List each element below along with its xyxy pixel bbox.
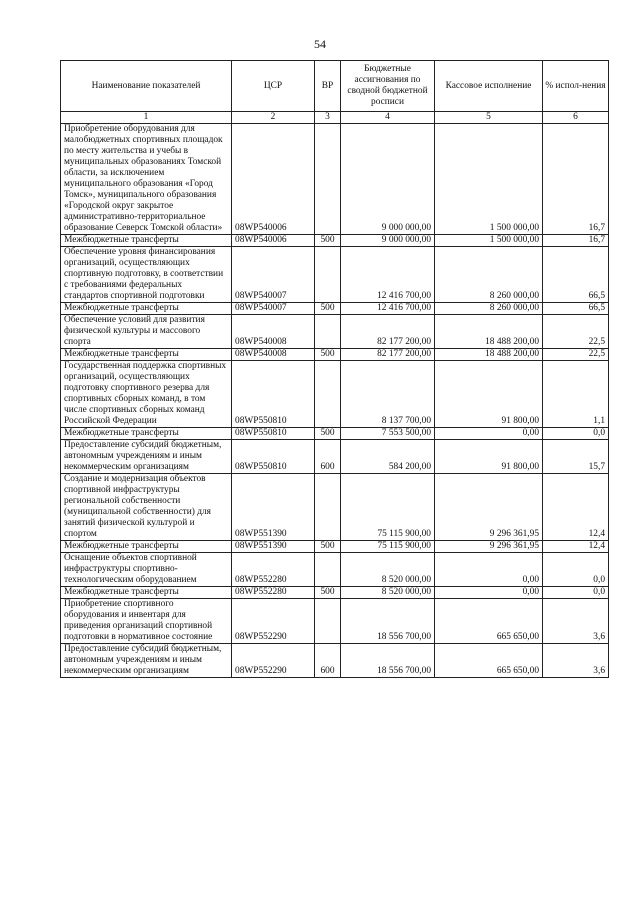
cell-cash: 665 650,00 [435, 599, 543, 644]
cell-csr: 08WP550810 [232, 428, 315, 440]
cell-csr: 08WP540007 [232, 247, 315, 303]
cell-csr: 08WP540007 [232, 303, 315, 315]
column-number: 5 [435, 112, 543, 124]
cell-pct: 0,0 [543, 428, 609, 440]
cell-vr [315, 247, 341, 303]
cell-cash: 18 488 200,00 [435, 315, 543, 349]
cell-csr: 08WP551390 [232, 474, 315, 541]
header-pct: % испол-нения [543, 61, 609, 112]
cell-name: Оснащение объектов спортивной инфраструктуры спортивно-технологическим оборудованием [61, 553, 232, 587]
cell-csr: 08WP540006 [232, 235, 315, 247]
cell-name: Предоставление субсидий бюджетным, автономным учреждениям и иным некоммерческим организациям [61, 644, 232, 678]
cell-budget: 18 556 700,00 [341, 599, 435, 644]
cell-vr: 500 [315, 303, 341, 315]
cell-vr: 600 [315, 440, 341, 474]
cell-csr: 08WP550810 [232, 361, 315, 428]
table-header-row [61, 61, 609, 112]
cell-cash: 9 296 361,95 [435, 541, 543, 553]
header-csr: ЦСР [232, 61, 315, 112]
table-row [61, 599, 609, 644]
cell-budget: 9 000 000,00 [341, 235, 435, 247]
cell-csr: 08WP550810 [232, 440, 315, 474]
cell-name: Предоставление субсидий бюджетным, автономным учреждениям и иным некоммерческим организациям [61, 440, 232, 474]
cell-budget: 82 177 200,00 [341, 349, 435, 361]
cell-cash: 91 800,00 [435, 440, 543, 474]
cell-budget: 12 416 700,00 [341, 247, 435, 303]
column-number: 3 [315, 112, 341, 124]
table-row [61, 235, 609, 247]
cell-pct: 3,6 [543, 599, 609, 644]
cell-csr: 08WP552280 [232, 553, 315, 587]
table-row [61, 644, 609, 678]
cell-cash: 0,00 [435, 587, 543, 599]
cell-pct: 15,7 [543, 440, 609, 474]
cell-cash: 18 488 200,00 [435, 349, 543, 361]
cell-name: Межбюджетные трансферты [61, 303, 232, 315]
cell-budget: 75 115 900,00 [341, 541, 435, 553]
column-numbers-row [61, 112, 609, 124]
cell-cash: 91 800,00 [435, 361, 543, 428]
column-number: 1 [61, 112, 232, 124]
cell-vr: 500 [315, 541, 341, 553]
table-row [61, 303, 609, 315]
column-number: 6 [543, 112, 609, 124]
header-budget: Бюджетные ассигнования по сводной бюджетной росписи [341, 61, 435, 112]
cell-cash: 8 260 000,00 [435, 303, 543, 315]
cell-name: Приобретение спортивного оборудования и инвентаря для приведения организаций спортивной подготовки в нормативное состояние [61, 599, 232, 644]
cell-vr: 500 [315, 428, 341, 440]
cell-cash: 665 650,00 [435, 644, 543, 678]
table-row [61, 541, 609, 553]
table-row [61, 315, 609, 349]
table-row [61, 428, 609, 440]
table-row [61, 553, 609, 587]
header-cash: Кассовое исполнение [435, 61, 543, 112]
cell-name: Межбюджетные трансферты [61, 235, 232, 247]
cell-csr: 08WP540006 [232, 124, 315, 235]
cell-name: Приобретение оборудования для малобюджетных спортивных площадок по месту жительства и учебы в муниципальных образованиях Томской области, за исключением муниципального образования «Город Томск», муниципального образования «Городской округ закрытое административно-территориальное образование Северск Томской области» [61, 124, 232, 235]
cell-pct: 66,5 [543, 303, 609, 315]
cell-cash: 0,00 [435, 428, 543, 440]
cell-budget: 8 137 700,00 [341, 361, 435, 428]
table-row [61, 361, 609, 428]
cell-vr [315, 553, 341, 587]
cell-cash: 0,00 [435, 553, 543, 587]
cell-name: Межбюджетные трансферты [61, 428, 232, 440]
cell-budget: 7 553 500,00 [341, 428, 435, 440]
header-vr: ВР [315, 61, 341, 112]
table-row [61, 440, 609, 474]
cell-csr: 08WP552280 [232, 587, 315, 599]
cell-cash: 1 500 000,00 [435, 124, 543, 235]
cell-vr [315, 474, 341, 541]
table-row [61, 349, 609, 361]
cell-vr: 500 [315, 587, 341, 599]
column-number: 4 [341, 112, 435, 124]
cell-vr [315, 315, 341, 349]
cell-budget: 75 115 900,00 [341, 474, 435, 541]
cell-cash: 1 500 000,00 [435, 235, 543, 247]
cell-budget: 12 416 700,00 [341, 303, 435, 315]
cell-pct: 22,5 [543, 349, 609, 361]
cell-vr: 500 [315, 349, 341, 361]
table-body [61, 112, 609, 678]
cell-csr: 08WP540008 [232, 315, 315, 349]
cell-pct: 16,7 [543, 124, 609, 235]
cell-vr [315, 599, 341, 644]
cell-cash: 9 296 361,95 [435, 474, 543, 541]
cell-csr: 08WP540008 [232, 349, 315, 361]
table-row [61, 124, 609, 235]
cell-pct: 16,7 [543, 235, 609, 247]
cell-pct: 1,1 [543, 361, 609, 428]
cell-vr [315, 124, 341, 235]
cell-budget: 8 520 000,00 [341, 553, 435, 587]
cell-vr [315, 361, 341, 428]
cell-name: Государственная поддержка спортивных организаций, осуществляющих подготовку спортивного резерва для спортивных сборных команд, в том числе спортивных сборных команд Российской Федерации [61, 361, 232, 428]
column-number: 2 [232, 112, 315, 124]
cell-name: Межбюджетные трансферты [61, 349, 232, 361]
cell-budget: 18 556 700,00 [341, 644, 435, 678]
cell-name: Обеспечение условий для развития физической культуры и массового спорта [61, 315, 232, 349]
cell-pct: 3,6 [543, 644, 609, 678]
cell-pct: 0,0 [543, 587, 609, 599]
budget-execution-table [60, 60, 609, 678]
cell-csr: 08WP551390 [232, 541, 315, 553]
cell-pct: 22,5 [543, 315, 609, 349]
cell-budget: 8 520 000,00 [341, 587, 435, 599]
cell-budget: 82 177 200,00 [341, 315, 435, 349]
cell-name: Межбюджетные трансферты [61, 587, 232, 599]
cell-pct: 12,4 [543, 541, 609, 553]
page-number: 54 [314, 37, 326, 51]
cell-pct: 0,0 [543, 553, 609, 587]
header-name: Наименование показателей [61, 61, 232, 112]
table-row [61, 247, 609, 303]
cell-vr: 500 [315, 235, 341, 247]
table-row [61, 587, 609, 599]
cell-vr: 600 [315, 644, 341, 678]
cell-name: Создание и модернизация объектов спортивной инфраструктуры региональной собственности (муниципальной собственности) для занятий физической культурой и спортом [61, 474, 232, 541]
cell-budget: 9 000 000,00 [341, 124, 435, 235]
cell-pct: 66,5 [543, 247, 609, 303]
cell-csr: 08WP552290 [232, 644, 315, 678]
cell-cash: 8 260 000,00 [435, 247, 543, 303]
cell-budget: 584 200,00 [341, 440, 435, 474]
cell-csr: 08WP552290 [232, 599, 315, 644]
cell-name: Обеспечение уровня финансирования организаций, осуществляющих спортивную подготовку, в соответствии с требованиями федеральных стандартов спортивной подготовки [61, 247, 232, 303]
table-row [61, 474, 609, 541]
cell-pct: 12,4 [543, 474, 609, 541]
cell-name: Межбюджетные трансферты [61, 541, 232, 553]
